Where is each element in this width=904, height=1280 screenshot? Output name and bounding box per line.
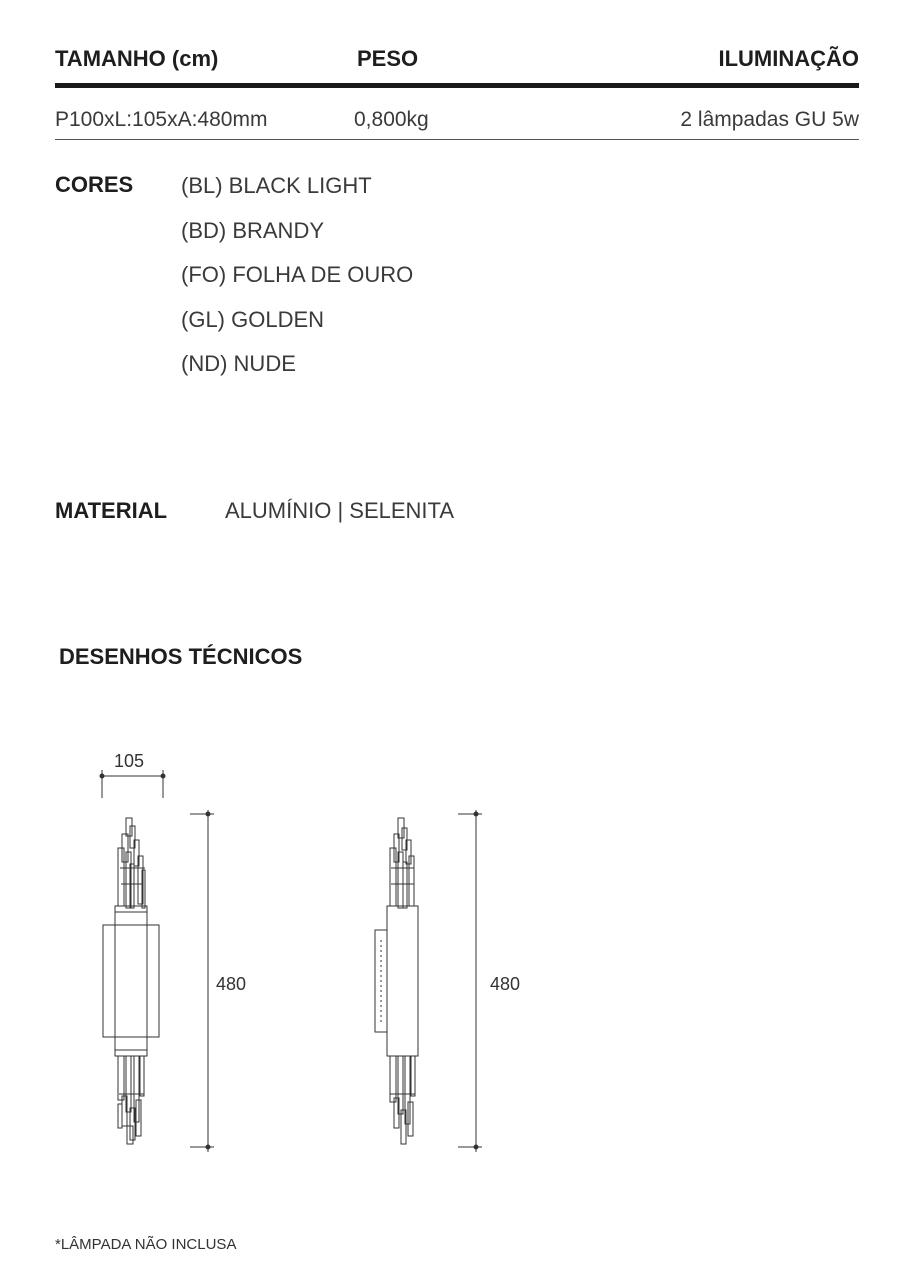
colors-label: CORES — [55, 172, 134, 197]
footnote: *LÂMPADA NÃO INCLUSA — [55, 1236, 237, 1253]
color-item: (GL) GOLDEN — [181, 307, 325, 332]
color-item: (BD) BRANDY — [181, 218, 325, 243]
header-lighting: ILUMINAÇÃO — [718, 46, 859, 71]
material-value: ALUMÍNIO | SELENITA — [225, 498, 455, 523]
front-height-dimension: 480 — [216, 974, 247, 994]
value-size: P100xL:105xA:480mm — [55, 108, 268, 131]
header-weight: PESO — [357, 46, 419, 71]
material-label: MATERIAL — [55, 498, 168, 523]
header-size: TAMANHO (cm) — [55, 46, 219, 71]
color-item: (FO) FOLHA DE OURO — [181, 262, 414, 287]
color-item: (BL) BLACK LIGHT — [181, 173, 372, 198]
color-item: (ND) NUDE — [181, 351, 296, 376]
value-lighting: 2 lâmpadas GU 5w — [680, 108, 859, 131]
front-width-dimension: 105 — [114, 751, 145, 771]
value-weight: 0,800kg — [354, 108, 429, 131]
drawings-title: DESENHOS TÉCNICOS — [59, 644, 303, 669]
side-height-dimension: 480 — [490, 974, 521, 994]
